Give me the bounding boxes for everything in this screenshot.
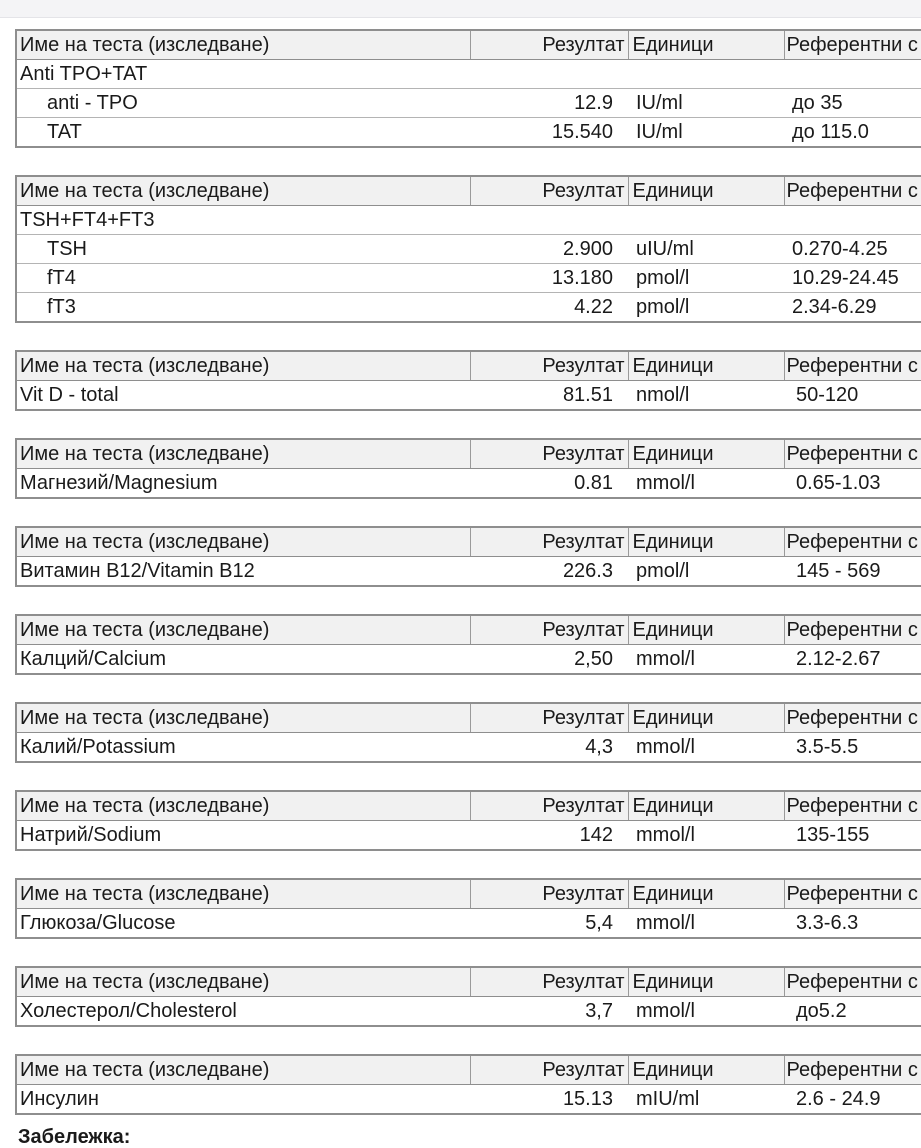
test-name: Холестерол/Cholesterol [16, 997, 470, 1027]
test-reference: 2.12-2.67 [784, 645, 921, 675]
results-table-magnesium [15, 438, 921, 499]
header-reference: Референтни с [784, 615, 921, 645]
test-reference: до 35 [784, 89, 921, 118]
test-result: 15.13 [470, 1085, 628, 1115]
test-reference: 3.5-5.5 [784, 733, 921, 763]
table-header-row [16, 879, 921, 909]
test-units: mIU/ml [628, 1085, 784, 1115]
results-table-insulin [15, 1054, 921, 1115]
test-reference: 2.6 - 24.9 [784, 1085, 921, 1115]
table-header-row [16, 615, 921, 645]
table-row [16, 997, 921, 1027]
test-name: fT4 [16, 264, 470, 293]
header-result: Резултат [470, 791, 628, 821]
header-test-name: Име на теста (изследване) [16, 527, 470, 557]
header-test-name: Име на теста (изследване) [16, 703, 470, 733]
test-units: mmol/l [628, 645, 784, 675]
header-reference: Референтни с [784, 703, 921, 733]
table-row [16, 264, 921, 293]
results-table-vit-d [15, 350, 921, 411]
test-result: 4.22 [470, 293, 628, 323]
lab-results-document [15, 29, 921, 1142]
test-reference: до 115.0 [784, 118, 921, 148]
test-units: IU/ml [628, 89, 784, 118]
header-units: Единици [628, 527, 784, 557]
test-units: mmol/l [628, 997, 784, 1027]
test-units: nmol/l [628, 381, 784, 411]
test-name: Инсулин [16, 1085, 470, 1115]
table-header-row [16, 967, 921, 997]
test-units: mmol/l [628, 733, 784, 763]
test-result: 2.900 [470, 235, 628, 264]
header-units: Единици [628, 791, 784, 821]
header-result: Резултат [470, 615, 628, 645]
header-units: Единици [628, 351, 784, 381]
table-row [16, 645, 921, 675]
table-row [16, 235, 921, 264]
test-result: 3,7 [470, 997, 628, 1027]
header-test-name: Име на теста (изследване) [16, 439, 470, 469]
test-name: Калий/Potassium [16, 733, 470, 763]
header-test-name: Име на теста (изследване) [16, 615, 470, 645]
header-reference: Референтни с [784, 527, 921, 557]
header-reference: Референтни с [784, 967, 921, 997]
test-reference: 50-120 [784, 381, 921, 411]
table-header-row [16, 30, 921, 60]
header-reference: Референтни с [784, 1055, 921, 1085]
test-reference: до5.2 [784, 997, 921, 1027]
results-table-tsh-ft4-ft3 [15, 175, 921, 323]
test-reference: 10.29-24.45 [784, 264, 921, 293]
table-header-row [16, 351, 921, 381]
table-header-row [16, 703, 921, 733]
test-result: 142 [470, 821, 628, 851]
test-reference: 3.3-6.3 [784, 909, 921, 939]
footer-note-label: Забележка: [18, 1126, 131, 1148]
table-header-row [16, 527, 921, 557]
test-name: fT3 [16, 293, 470, 323]
test-result: 226.3 [470, 557, 628, 587]
test-name: Калций/Calcium [16, 645, 470, 675]
test-result: 5,4 [470, 909, 628, 939]
header-result: Резултат [470, 439, 628, 469]
test-units: uIU/ml [628, 235, 784, 264]
header-reference: Референтни с [784, 30, 921, 60]
test-units: IU/ml [628, 118, 784, 148]
header-reference: Референтни с [784, 879, 921, 909]
header-units: Единици [628, 615, 784, 645]
header-test-name: Име на теста (изследване) [16, 30, 470, 60]
test-name: Vit D - total [16, 381, 470, 411]
header-test-name: Име на теста (изследване) [16, 1055, 470, 1085]
test-name: anti - TPO [16, 89, 470, 118]
header-result: Резултат [470, 1055, 628, 1085]
test-units: mmol/l [628, 469, 784, 499]
results-table-vitamin-b12 [15, 526, 921, 587]
header-result: Резултат [470, 176, 628, 206]
test-reference: 2.34-6.29 [784, 293, 921, 323]
test-reference: 0.270-4.25 [784, 235, 921, 264]
group-row [16, 206, 921, 235]
results-table-anti-tpo-tat [15, 29, 921, 148]
group-row [16, 60, 921, 89]
test-result: 12.9 [470, 89, 628, 118]
header-result: Резултат [470, 30, 628, 60]
table-row [16, 469, 921, 499]
header-units: Единици [628, 967, 784, 997]
table-row [16, 821, 921, 851]
header-test-name: Име на теста (изследване) [16, 879, 470, 909]
test-result: 2,50 [470, 645, 628, 675]
table-header-row [16, 791, 921, 821]
table-header-row [16, 439, 921, 469]
header-reference: Референтни с [784, 176, 921, 206]
table-row [16, 118, 921, 148]
header-reference: Референтни с [784, 791, 921, 821]
test-result: 81.51 [470, 381, 628, 411]
header-result: Резултат [470, 967, 628, 997]
test-reference: 0.65-1.03 [784, 469, 921, 499]
group-title: TSH+FT4+FT3 [16, 206, 921, 235]
header-result: Резултат [470, 351, 628, 381]
header-units: Единици [628, 879, 784, 909]
test-name: Натрий/Sodium [16, 821, 470, 851]
header-reference: Референтни с [784, 351, 921, 381]
header-units: Единици [628, 1055, 784, 1085]
header-test-name: Име на теста (изследване) [16, 351, 470, 381]
results-table-cholesterol [15, 966, 921, 1027]
header-result: Резултат [470, 879, 628, 909]
test-result: 0.81 [470, 469, 628, 499]
test-units: pmol/l [628, 557, 784, 587]
header-test-name: Име на теста (изследване) [16, 176, 470, 206]
table-header-row [16, 1055, 921, 1085]
header-units: Единици [628, 703, 784, 733]
test-result: 4,3 [470, 733, 628, 763]
test-name: Глюкоза/Glucose [16, 909, 470, 939]
test-units: pmol/l [628, 264, 784, 293]
header-result: Резултат [470, 703, 628, 733]
test-reference: 135-155 [784, 821, 921, 851]
header-test-name: Име на теста (изследване) [16, 967, 470, 997]
results-table-calcium [15, 614, 921, 675]
test-name: Витамин B12/Vitamin B12 [16, 557, 470, 587]
test-name: TAT [16, 118, 470, 148]
table-row [16, 89, 921, 118]
test-units: mmol/l [628, 909, 784, 939]
test-units: pmol/l [628, 293, 784, 323]
table-row [16, 909, 921, 939]
table-row [16, 557, 921, 587]
results-table-glucose [15, 878, 921, 939]
header-units: Единици [628, 30, 784, 60]
table-header-row [16, 176, 921, 206]
results-table-potassium [15, 702, 921, 763]
header-units: Единици [628, 176, 784, 206]
results-table-sodium [15, 790, 921, 851]
table-row [16, 293, 921, 323]
header-result: Резултат [470, 527, 628, 557]
test-result: 13.180 [470, 264, 628, 293]
header-units: Единици [628, 439, 784, 469]
group-title: Anti TPO+TAT [16, 60, 921, 89]
test-result: 15.540 [470, 118, 628, 148]
table-row [16, 733, 921, 763]
table-row [16, 1085, 921, 1115]
header-reference: Референтни с [784, 439, 921, 469]
test-reference: 145 - 569 [784, 557, 921, 587]
top-bar [0, 0, 921, 18]
test-name: Магнезий/Magnesium [16, 469, 470, 499]
test-units: mmol/l [628, 821, 784, 851]
table-row [16, 381, 921, 411]
test-name: TSH [16, 235, 470, 264]
header-test-name: Име на теста (изследване) [16, 791, 470, 821]
